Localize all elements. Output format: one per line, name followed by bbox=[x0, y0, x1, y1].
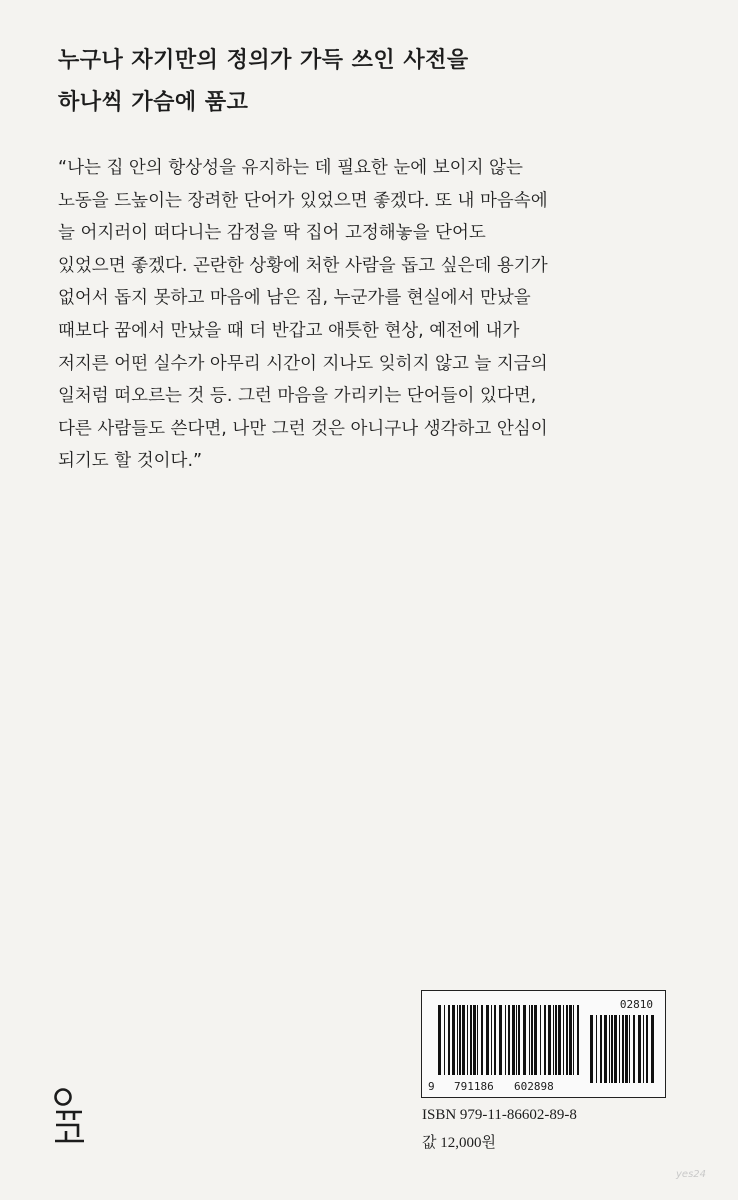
barcode-bar bbox=[518, 1005, 520, 1075]
barcode-bar bbox=[614, 1015, 617, 1083]
barcode-bar bbox=[643, 1015, 644, 1083]
barcode-bar bbox=[609, 1015, 610, 1083]
barcode-bar bbox=[486, 1005, 489, 1075]
barcode-bar bbox=[481, 1005, 483, 1075]
watermark: yes24 bbox=[676, 1169, 707, 1180]
barcode-bar bbox=[534, 1005, 537, 1075]
barcode-bar bbox=[470, 1005, 472, 1075]
barcode-bar bbox=[651, 1015, 654, 1083]
barcode-bar bbox=[548, 1005, 551, 1075]
barcode-bar bbox=[619, 1015, 620, 1083]
barcode-bar bbox=[540, 1005, 541, 1075]
barcode-bar bbox=[499, 1005, 502, 1075]
barcode-bar bbox=[611, 1015, 613, 1083]
barcode-bar bbox=[569, 1005, 572, 1075]
barcode-bar bbox=[622, 1015, 624, 1083]
barcode-bar bbox=[625, 1015, 628, 1083]
barcode-bar bbox=[467, 1005, 468, 1075]
barcode-bar bbox=[544, 1005, 546, 1075]
barcode-bar bbox=[508, 1005, 510, 1075]
barcode-bar bbox=[633, 1015, 635, 1083]
quote-line: 없어서 돕지 못하고 마음에 남은 짐, 누군가를 현실에서 만났을 bbox=[58, 288, 531, 309]
barcode-digits-right: 602898 bbox=[514, 1080, 554, 1093]
barcode-bar bbox=[638, 1015, 641, 1083]
barcode-bar bbox=[646, 1015, 648, 1083]
quote-line: 일처럼 떠오르는 것 등. 그런 마음을 가리키는 단어들이 있다면, bbox=[58, 386, 537, 407]
barcode-bar bbox=[604, 1015, 607, 1083]
barcode-digit-lead: 9 bbox=[428, 1080, 435, 1093]
barcode-bar bbox=[473, 1005, 476, 1075]
quote-line: 때보다 꿈에서 만났을 때 더 반갑고 애틋한 현상, 예전에 내가 bbox=[58, 320, 520, 341]
barcode-bar bbox=[577, 1005, 579, 1075]
barcode-bar bbox=[600, 1015, 602, 1083]
barcode-bar bbox=[531, 1005, 533, 1075]
quote-line: 노동을 드높이는 장려한 단어가 있었으면 좋겠다. 또 내 마음속에 bbox=[58, 190, 548, 211]
barcode-bar bbox=[491, 1005, 492, 1075]
barcode-bar bbox=[558, 1005, 561, 1075]
barcode-bar bbox=[494, 1005, 496, 1075]
barcode-bar bbox=[444, 1005, 445, 1075]
barcode-bar bbox=[529, 1005, 530, 1075]
quote-line: “나는 집 안의 항상성을 유지하는 데 필요한 눈에 보이지 않는 bbox=[58, 158, 523, 178]
barcode-bar bbox=[438, 1005, 441, 1075]
publisher-logo-icon bbox=[52, 1085, 88, 1145]
barcode-bar bbox=[477, 1005, 478, 1075]
barcode-bar bbox=[563, 1005, 564, 1075]
barcode-bar bbox=[462, 1005, 465, 1075]
isbn-number: ISBN 979-11-86602-89-8 bbox=[422, 1107, 577, 1123]
barcode-bar bbox=[629, 1015, 630, 1083]
quote-line: 늘 어지러이 떠다니는 감정을 딱 집어 고정해놓을 단어도 bbox=[58, 223, 486, 244]
barcode-bar bbox=[457, 1005, 458, 1075]
barcode-digits-left: 791186 bbox=[454, 1080, 494, 1093]
quote-line: 다른 사람들도 쓴다면, 나만 그런 것은 아니구나 생각하고 안심이 bbox=[58, 418, 548, 439]
barcode-bar bbox=[523, 1005, 526, 1075]
quote-line: 있었으면 좋겠다. 곤란한 상황에 처한 사람을 돕고 싶은데 용기가 bbox=[58, 255, 548, 276]
back-cover-headline bbox=[58, 40, 698, 124]
quote-line: 저지른 어떤 실수가 아무리 시간이 지나도 잊히지 않고 늘 지금의 bbox=[58, 353, 548, 374]
barcode-bar bbox=[555, 1005, 557, 1075]
barcode-bar bbox=[452, 1005, 455, 1075]
barcode-bar bbox=[459, 1005, 461, 1075]
barcode-bar bbox=[512, 1005, 515, 1075]
barcode-addon-number: 02810 bbox=[619, 998, 653, 1011]
barcode-bar bbox=[505, 1005, 506, 1075]
barcode-bar bbox=[596, 1015, 597, 1083]
quote-line: 되기도 할 것이다.” bbox=[58, 451, 203, 472]
barcode-bar bbox=[516, 1005, 517, 1075]
barcode-bar bbox=[590, 1015, 593, 1083]
headline-line-1: 누구나 자기만의 정의가 가득 쓰인 사전을 bbox=[58, 48, 469, 73]
barcode-bar bbox=[566, 1005, 568, 1075]
barcode-bar bbox=[573, 1005, 574, 1075]
price-label: 값 12,000원 bbox=[422, 1135, 496, 1151]
headline-line-2: 하나씩 가슴에 품고 bbox=[58, 90, 249, 115]
excerpt-quote bbox=[58, 152, 708, 478]
isbn-barcode bbox=[421, 990, 666, 1098]
barcode-bar bbox=[448, 1005, 450, 1075]
barcode-bar bbox=[553, 1005, 554, 1075]
